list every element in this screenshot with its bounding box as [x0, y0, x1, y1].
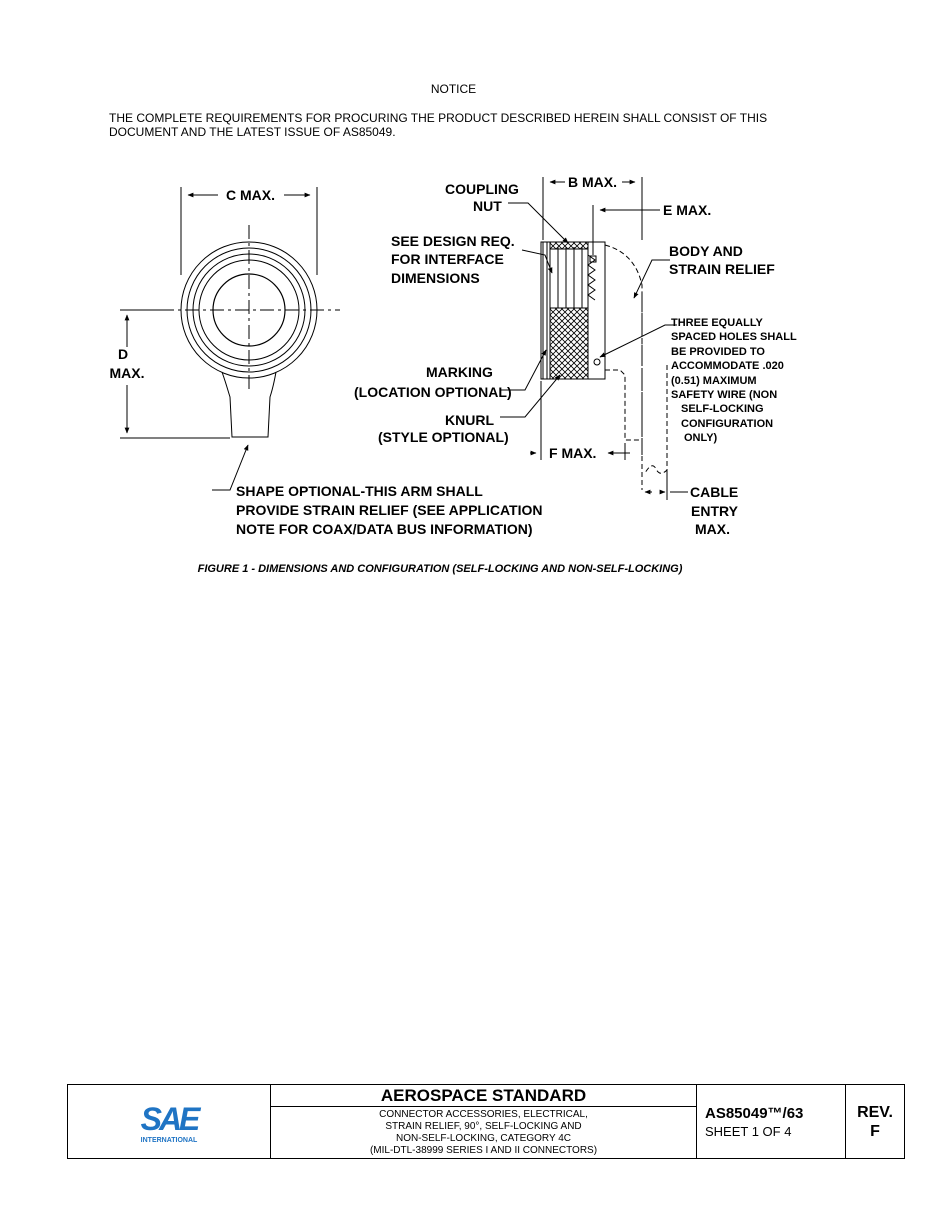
- holes-note-line-7: SELF-LOCKING: [681, 403, 764, 415]
- shape-note-line-3: NOTE FOR COAX/DATA BUS INFORMATION): [236, 521, 533, 537]
- title-main: [271, 1085, 697, 1158]
- title-block: [67, 1084, 905, 1159]
- end-view: [117, 187, 340, 490]
- shape-note-line-2: PROVIDE STRAIN RELIEF (SEE APPLICATION: [236, 502, 543, 518]
- knurl-label: KNURL: [445, 412, 494, 428]
- e-max-label: E MAX.: [663, 202, 712, 218]
- nut-label: NUT: [473, 198, 502, 214]
- notice-body: THE COMPLETE REQUIREMENTS FOR PROCURING THE PRODUCT DESCRIBED HEREIN SHALL CONSIST OF THIS DOCUMENT AND THE LATEST ISSUE OF AS85049.: [109, 111, 768, 139]
- b-max-label: B MAX.: [568, 174, 617, 190]
- holes-note-line-5: (0.51) MAXIMUM: [671, 375, 757, 387]
- figure-1: [100, 165, 840, 550]
- svg-text:SAE: SAE: [140, 1100, 198, 1137]
- holes-note-line-2: SPACED HOLES SHALL: [671, 331, 797, 343]
- svg-text:INTERNATIONAL: INTERNATIONAL: [140, 1136, 198, 1144]
- coupling-label: COUPLING: [445, 181, 519, 197]
- cable-entry-line-1: CABLE: [690, 484, 739, 500]
- d-max-label: MAX.: [109, 365, 145, 381]
- holes-note-line-3: BE PROVIDED TO: [671, 346, 765, 358]
- description-line: (MIL-DTL-38999 SERIES I AND II CONNECTORS): [369, 1145, 598, 1156]
- body-strain-line-1: BODY AND: [669, 243, 743, 259]
- description-line: STRAIN RELIEF, 90°, SELF-LOCKING AND: [385, 1121, 582, 1132]
- standard-description: [271, 1107, 696, 1158]
- description-line: CONNECTOR ACCESSORIES, ELECTRICAL,: [379, 1109, 588, 1120]
- design-req-line-2: FOR INTERFACE: [391, 251, 504, 267]
- design-req-line-3: DIMENSIONS: [391, 270, 480, 286]
- cable-entry-line-2: ENTRY: [691, 503, 738, 519]
- shape-note-line-1: SHAPE OPTIONAL-THIS ARM SHALL: [236, 483, 483, 499]
- holes-note-line-6: SAFETY WIRE (NON: [671, 389, 778, 401]
- figure-caption: FIGURE 1 - DIMENSIONS AND CONFIGURATION (SELF-LOCKING AND NON-SELF-LOCKING): [197, 563, 683, 575]
- sae-logo: [68, 1085, 271, 1158]
- sheet-number: SHEET 1 OF 4: [705, 1123, 792, 1139]
- holes-note-line-9: ONLY): [684, 432, 718, 444]
- sae-logo-icon: [129, 1100, 209, 1144]
- standard-heading: AEROSPACE STANDARD: [271, 1085, 696, 1107]
- marking-label: MARKING: [426, 364, 493, 380]
- document-number: AS85049™/63: [705, 1104, 804, 1122]
- holes-note-line-8: CONFIGURATION: [681, 418, 774, 430]
- cable-entry-line-3: MAX.: [695, 521, 730, 537]
- document-id: [697, 1085, 846, 1158]
- notice-heading: NOTICE: [430, 82, 477, 96]
- holes-note-line-4: ACCOMMODATE .020: [671, 360, 784, 372]
- holes-note-line-1: THREE EQUALLY: [671, 317, 763, 329]
- design-req-line-1: SEE DESIGN REQ.: [391, 233, 515, 249]
- revision: [846, 1085, 904, 1158]
- f-max-label: F MAX.: [549, 445, 597, 461]
- description-line: NON-SELF-LOCKING, CATEGORY 4C: [395, 1133, 572, 1144]
- knurl-note: (STYLE OPTIONAL): [378, 429, 509, 445]
- d-label: D: [117, 346, 129, 362]
- revision-label: REV.: [857, 1103, 893, 1121]
- connector-drawing: [100, 165, 840, 550]
- body-strain-line-2: STRAIN RELIEF: [669, 261, 775, 277]
- c-max-label: C MAX.: [226, 187, 275, 203]
- marking-note: (LOCATION OPTIONAL): [354, 384, 512, 400]
- revision-value: F: [870, 1122, 880, 1140]
